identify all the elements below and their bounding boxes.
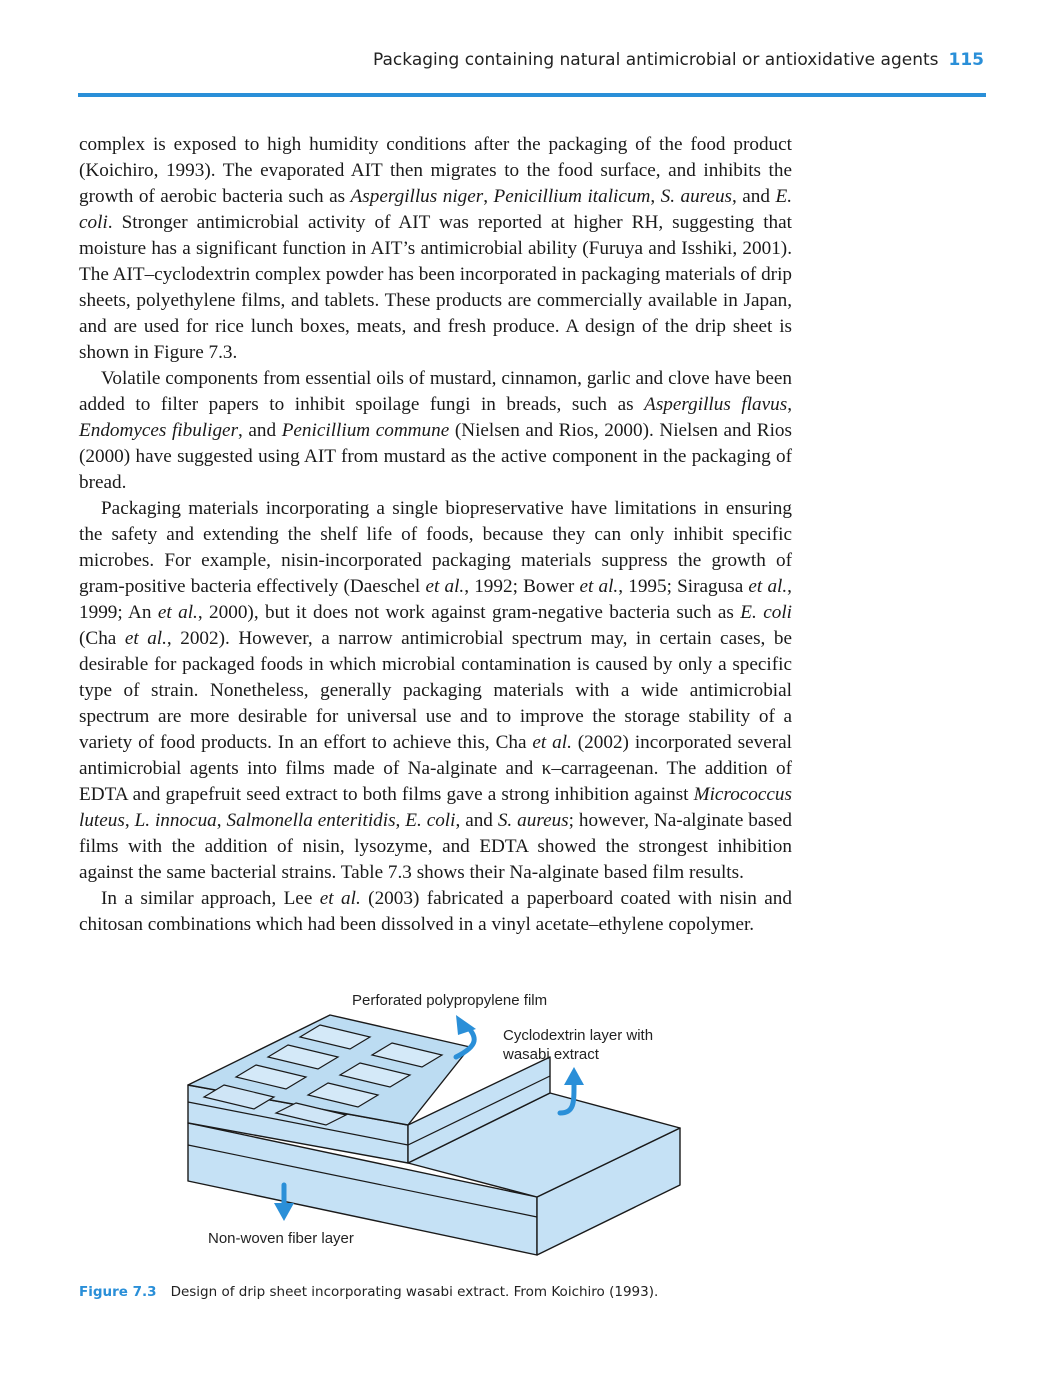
text-run: ; however, Na-alginate based films with the addition of nisin, lysozyme, and EDTA showed the strongest inhibition against the same bacterial strains. Table 7.3 shows their Na-alginate based film results. bbox=[79, 810, 792, 883]
text-run: (2003) fabricated a paperboard coated with nisin and chitosan combinations which had been dissolved in a vinyl acetate–ethylene copolymer. bbox=[79, 888, 792, 935]
text-run: . Stronger antimicrobial activity of AIT was reported at higher RH, suggesting that moisture has a significant function in AIT’s antimicrobial ability (Furuya and Isshiki, 2001). The AIT–cyclodextrin complex powder has been incorporated in packaging materials of drip sheets, polyethylene films, and tablets. These products are commercially available in Japan, and are used for rice lunch boxes, meats, and fresh produce. A design of the drip sheet is shown in Figure 7.3. bbox=[79, 212, 792, 363]
italic-term: Micrococcus luteus bbox=[79, 784, 792, 831]
running-header bbox=[373, 50, 984, 70]
italic-term: Penicillium italicum bbox=[493, 186, 651, 207]
italic-term: Aspergillus niger bbox=[350, 186, 484, 207]
label-perforated-film: Perforated polypropylene film bbox=[352, 992, 548, 1009]
italic-term: E. coli bbox=[79, 186, 793, 233]
paragraph bbox=[79, 886, 792, 938]
figure-caption bbox=[79, 1284, 658, 1300]
italic-term: L. innocua bbox=[134, 810, 217, 831]
label-cyclodextrin-line2: wasabi extract bbox=[503, 1046, 599, 1063]
caption-text: Design of drip sheet incorporating wasabi extract. From Koichiro (1993). bbox=[170, 1284, 659, 1300]
italic-term: et al. bbox=[157, 602, 198, 623]
caption-figure-number: Figure 7.3 bbox=[79, 1284, 157, 1300]
paragraph bbox=[79, 366, 792, 496]
italic-term: et al. bbox=[579, 576, 619, 597]
running-title: Packaging containing natural antimicrobial or antioxidative agents bbox=[373, 50, 939, 70]
text-run: , and bbox=[238, 420, 282, 441]
text-run: Packaging materials incorporating a single biopreservative have limitations in ensuring the safety and extending the shelf life of foods, because they can only inhibit specific microbes. For example, nisin-incorporated packaging materials suppress the growth of gram-positive bacteria effectively (Daeschel bbox=[79, 498, 792, 597]
text-run: (Cha bbox=[79, 628, 125, 649]
italic-term: E. coli bbox=[740, 602, 792, 623]
italic-term: et al. bbox=[124, 628, 167, 649]
text-run: , bbox=[216, 810, 227, 831]
body-text bbox=[79, 132, 792, 938]
italic-term: Penicillium commune bbox=[281, 420, 450, 441]
italic-term: Salmonella enteritidis bbox=[226, 810, 396, 831]
text-run: In a similar approach, Lee bbox=[101, 888, 320, 909]
figure-drip-sheet bbox=[180, 985, 700, 1275]
text-run: , bbox=[787, 394, 792, 415]
italic-term: et al. bbox=[532, 732, 572, 753]
paragraph bbox=[79, 496, 792, 886]
italic-term: Aspergillus flavus bbox=[644, 394, 788, 415]
text-run: , bbox=[124, 810, 135, 831]
page-number: 115 bbox=[948, 50, 984, 70]
italic-term: E. coli bbox=[405, 810, 456, 831]
text-run: , 1992; Bower bbox=[464, 576, 580, 597]
text-run: , and bbox=[455, 810, 498, 831]
italic-term: et al. bbox=[425, 576, 465, 597]
italic-term: et al. bbox=[748, 576, 788, 597]
text-run: (Nielsen and Rios, 2000). Nielsen and Rios (2000) have suggested using AIT from mustard as the active component in the packaging of bread. bbox=[79, 420, 792, 493]
drip-sheet-diagram bbox=[180, 985, 700, 1275]
text-run: , 2000), but it does not work against gram-negative bacteria such as bbox=[197, 602, 741, 623]
italic-term: S. aureus bbox=[660, 186, 733, 207]
header-rule bbox=[78, 93, 986, 97]
italic-term: Endomyces fibuliger bbox=[79, 420, 239, 441]
italic-term: S. aureus bbox=[497, 810, 569, 831]
italic-term: et al. bbox=[319, 888, 361, 909]
text-run: , bbox=[483, 186, 494, 207]
text-run: , bbox=[395, 810, 406, 831]
paragraph bbox=[79, 132, 792, 366]
text-run: , bbox=[650, 186, 661, 207]
text-run: , and bbox=[732, 186, 776, 207]
text-run: (2002) incorporated several antimicrobial agents into films made of Na-alginate and κ–carrageenan. The addition of EDTA and grapefruit seed extract to both films gave a strong inhibition against bbox=[79, 732, 792, 805]
arrow-cyclodextrin-head bbox=[564, 1067, 584, 1085]
label-cyclodextrin-line1: Cyclodextrin layer with bbox=[503, 1027, 654, 1044]
label-fiber-layer: Non-woven fiber layer bbox=[208, 1230, 354, 1247]
text-run: , 1995; Siragusa bbox=[618, 576, 749, 597]
text-run: complex is exposed to high humidity conditions after the packaging of the food product (Koichiro, 1993). The evaporated AIT then migrates to the food surface, and inhibits the growth of aerobic bacteria such as bbox=[79, 134, 792, 207]
text-run: Volatile components from essential oils of mustard, cinnamon, garlic and clove have been added to filter papers to inhibit spoilage fungi in breads, such as bbox=[79, 368, 792, 415]
arrow-fiber-head bbox=[274, 1203, 294, 1221]
text-run: , 1999; An bbox=[79, 576, 792, 623]
text-run: , 2002). However, a narrow antimicrobial spectrum may, in certain cases, be desirable for packaged foods in which microbial contamination is caused by only a specific type of strain. Nonetheless, generally packaging materials with a wide antimicrobial spectrum are more desirable for universal use and to improve the storage stability of a variety of food products. In an effort to achieve this, Cha bbox=[79, 628, 792, 753]
